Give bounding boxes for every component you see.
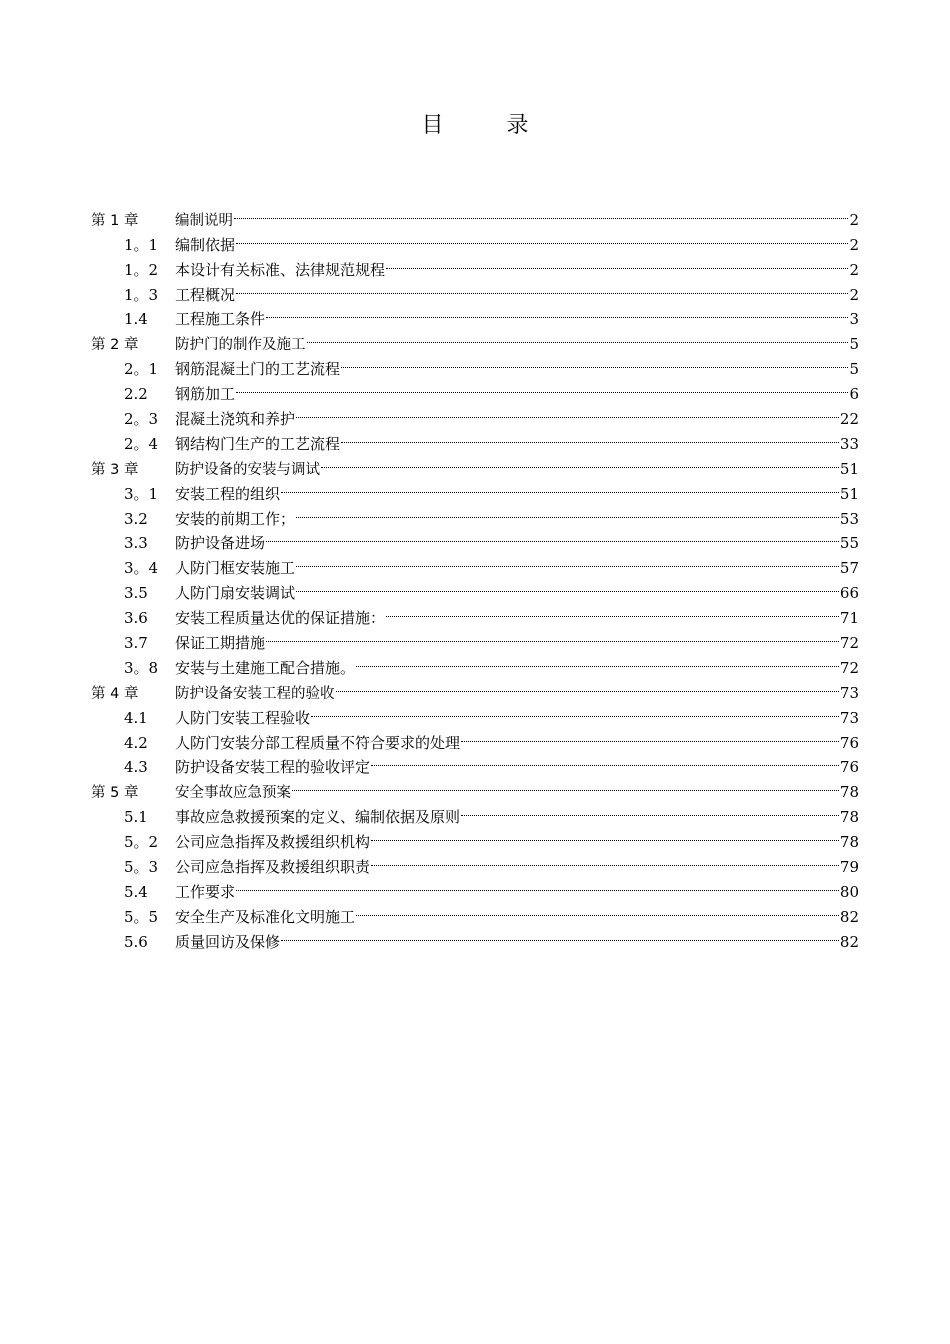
toc-entry-number: 4.1: [124, 708, 148, 727]
toc-entry-number: 3.2: [124, 509, 148, 528]
toc-entry-number: 3.6: [124, 609, 148, 628]
toc-dot-leader: [371, 822, 839, 847]
toc-dot-leader: [356, 897, 839, 922]
toc-entry-label: 安装工程质量达优的保证措施：: [175, 609, 386, 628]
toc-dot-leader: [296, 548, 839, 573]
toc-dot-leader: [336, 673, 839, 698]
toc-entry-page-number: 73: [839, 708, 859, 727]
toc-entry-label: 人防门扇安装调试: [175, 584, 296, 603]
toc-dot-leader: [296, 399, 839, 424]
toc-dot-leader: [386, 598, 839, 623]
toc-entry-page-number: 6: [849, 385, 859, 404]
toc-entry-label: 混凝土浇筑和养护: [175, 410, 296, 429]
toc-entry-page-number: 33: [839, 434, 859, 453]
toc-entry-label: 编制依据: [175, 235, 236, 254]
toc-entry-number: 1。2: [124, 260, 159, 279]
toc-entry-page-number: 78: [839, 833, 859, 852]
toc-dot-leader: [281, 474, 839, 499]
toc-entry-number: 第 1 章: [91, 212, 139, 229]
toc-dot-leader: [371, 847, 839, 872]
toc-dot-leader: [292, 772, 839, 797]
toc-dot-leader: [266, 300, 848, 325]
toc-dot-leader: [236, 872, 839, 897]
toc-entry-number: 5。5: [124, 907, 159, 926]
toc-entry-label: 防护设备进场: [175, 534, 266, 553]
toc-entry-page-number: 2: [849, 260, 859, 279]
toc-entry-page-number: 55: [839, 534, 859, 553]
toc-entry-label: 安全事故应急预案: [175, 785, 291, 802]
toc-entry-label: 安全生产及标准化文明施工: [175, 907, 356, 926]
toc-entry-label: 工程概况: [175, 285, 236, 304]
toc-entry-label: 事故应急救援预案的定义、编制依据及原则: [175, 808, 461, 827]
page-title: 目 录: [421, 113, 557, 138]
toc-entry-number: 3.3: [124, 534, 148, 553]
toc-entry-page-number: 76: [839, 733, 859, 752]
toc-entry-page-number: 72: [839, 634, 859, 653]
toc-dot-leader: [341, 349, 848, 374]
toc-entry-label: 安装与土建施工配合措施。: [175, 658, 356, 677]
toc-entry-number: 3。8: [124, 658, 159, 677]
toc-entry-number: 第 5 章: [91, 785, 139, 802]
toc-dot-leader: [236, 374, 848, 399]
toc-entry-page-number: 57: [839, 559, 859, 578]
toc-entry-page-number: 73: [839, 683, 859, 702]
toc-entry-label: 编制说明: [175, 212, 233, 229]
toc-entry-label: 防护门的制作及施工: [175, 337, 306, 354]
toc-entry-label: 防护设备安装工程的验收评定: [175, 758, 371, 777]
toc-entry-page-number: 2: [849, 235, 859, 254]
toc-entry-page-number: 51: [839, 484, 859, 503]
toc-entry-page-number: 66: [839, 584, 859, 603]
toc-dot-leader: [236, 275, 848, 300]
toc-entry-label: 钢筋加工: [175, 385, 236, 404]
toc-entry-label: 钢结构门生产的工艺流程: [175, 434, 341, 453]
toc-entry-page-number: 82: [839, 907, 859, 926]
toc-entry-number: 2.2: [124, 385, 148, 404]
toc-dot-leader: [321, 449, 839, 474]
toc-entry-label: 质量回访及保修: [175, 932, 281, 951]
toc-entry-number: 5.6: [124, 932, 148, 951]
toc-entry-number: 第 3 章: [91, 461, 139, 478]
toc-entry-number: 5.1: [124, 808, 148, 827]
toc-entry-label: 安装工程的组织: [175, 484, 281, 503]
toc-entry-label: 人防门安装分部工程质量不符合要求的处理: [175, 733, 461, 752]
toc-entry-page-number: 3: [849, 310, 859, 329]
toc-dot-leader: [311, 698, 839, 723]
toc-entry-number: 5。3: [124, 858, 159, 877]
toc-entry-number: 4.2: [124, 733, 148, 752]
toc-dot-leader: [266, 524, 839, 549]
toc-entry-page-number: 5: [849, 360, 859, 379]
toc-entry-number: 5.4: [124, 882, 148, 901]
toc-entry-label: 安装的前期工作；: [175, 509, 296, 528]
toc-dot-leader: [234, 200, 848, 225]
toc-entry-number: 1。1: [124, 235, 159, 254]
toc-entry-label: 本设计有关标准、法律规范规程: [175, 260, 386, 279]
toc-dot-leader: [371, 748, 839, 773]
toc-dot-leader: [356, 648, 839, 673]
toc-dot-leader: [461, 797, 839, 822]
toc-entry-number: 2。3: [124, 410, 159, 429]
toc-entry-label: 公司应急指挥及救援组织职责: [175, 858, 371, 877]
toc-entry-page-number: 22: [839, 410, 859, 429]
toc-entry-label: 人防门安装工程验收: [175, 708, 311, 727]
toc-entry-page-number: 76: [839, 758, 859, 777]
toc-entry-number: 1。3: [124, 285, 159, 304]
toc-entry-page-number: 5: [849, 335, 859, 354]
toc-entry-number: 3.5: [124, 584, 148, 603]
toc-entry-number: 5。2: [124, 833, 159, 852]
toc-entry-page-number: 80: [839, 882, 859, 901]
toc-entry-label: 保证工期措施: [175, 634, 266, 653]
toc-entry-page-number: 79: [839, 858, 859, 877]
toc-entry-page-number: 71: [839, 609, 859, 628]
toc-entry-label: 工作要求: [175, 882, 236, 901]
toc-entry-label: 钢筋混凝土门的工艺流程: [175, 360, 341, 379]
toc-entry-page-number: 51: [839, 459, 859, 478]
toc-entry-number: 第 4 章: [91, 685, 139, 702]
toc-dot-leader: [281, 922, 839, 947]
toc-dot-leader: [461, 723, 839, 748]
toc-dot-leader: [386, 250, 848, 275]
table-of-contents: [91, 200, 859, 951]
toc-entry-label: 防护设备安装工程的验收: [175, 685, 335, 702]
toc-entry-number: 1.4: [124, 310, 148, 329]
toc-dot-leader: [236, 225, 848, 250]
toc-dot-leader: [341, 424, 839, 449]
toc-dot-leader: [307, 324, 849, 349]
toc-entry-page-number: 2: [849, 285, 859, 304]
toc-entry-number: 第 2 章: [91, 337, 139, 354]
toc-entry-label: 人防门框安装施工: [175, 559, 296, 578]
toc-entry-page-number: 2: [849, 210, 859, 229]
toc-entry-page-number: 72: [839, 658, 859, 677]
toc-entry-page-number: 78: [839, 808, 859, 827]
toc-entry-number: 3.7: [124, 634, 148, 653]
toc-entry-label: 防护设备的安装与调试: [175, 461, 320, 478]
toc-entry-number: 3。4: [124, 559, 159, 578]
toc-entry-number: 3。1: [124, 484, 159, 503]
toc-dot-leader: [296, 499, 839, 524]
toc-entry-number: 4.3: [124, 758, 148, 777]
toc-dot-leader: [266, 623, 839, 648]
toc-chapter-entry[interactable]: [91, 200, 859, 229]
toc-entry-page-number: 82: [839, 932, 859, 951]
toc-entry-number: 2。4: [124, 434, 159, 453]
toc-entry-label: 工程施工条件: [175, 310, 266, 329]
toc-dot-leader: [296, 573, 839, 598]
toc-entry-label: 公司应急指挥及救援组织机构: [175, 833, 371, 852]
toc-entry-page-number: 78: [839, 783, 859, 802]
toc-entry-page-number: 53: [839, 509, 859, 528]
toc-entry-number: 2。1: [124, 360, 159, 379]
